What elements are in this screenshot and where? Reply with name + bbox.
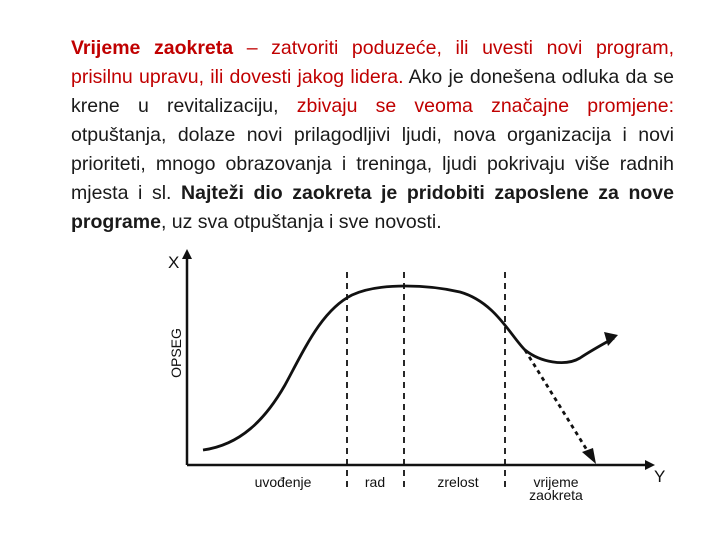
phase-label-3: zrelost bbox=[437, 474, 479, 490]
lifecycle-curve bbox=[203, 286, 614, 450]
phase-label-4-line1: vrijeme bbox=[533, 474, 579, 490]
phase-label-4 bbox=[529, 474, 583, 503]
hardest-part: Najteži dio zaokreta je pridobiti zaposlene za nove programe bbox=[71, 182, 674, 233]
turnaround-options: – zatvoriti poduzeće, ili uvesti novi program, prisilnu upravu, ili dovesti jakog lidera. bbox=[71, 37, 674, 88]
term-turnaround-time: Vrijeme zaokreta bbox=[71, 37, 234, 59]
significant-changes: zbivaju se veoma značajne promjene: bbox=[296, 95, 675, 117]
closing-clause: , uz sva otpuštanja i sve novosti. bbox=[160, 211, 442, 233]
changes-list: otpuštanja, dolaze novi prilagodljivi ljudi, nova organizacija i novi prioriteti, mnogo obrazovanja i treninga, ljudi pokrivaju više radnih mjesta i sl. bbox=[71, 124, 674, 204]
phase-label-1: uvođenje bbox=[254, 474, 312, 490]
decline-arrowhead bbox=[582, 448, 596, 464]
x-axis-symbol: Y bbox=[654, 467, 666, 486]
y-axis-label: OPSEG bbox=[168, 328, 184, 378]
y-axis-symbol: X bbox=[168, 253, 180, 272]
revitalization-clause: Ako je donešena odluka da se krene u revitalizaciju, bbox=[71, 66, 675, 117]
decline-path bbox=[525, 350, 590, 455]
phase-label-4-line2: zaokreta bbox=[529, 487, 583, 503]
phase-label-2: rad bbox=[364, 474, 386, 490]
